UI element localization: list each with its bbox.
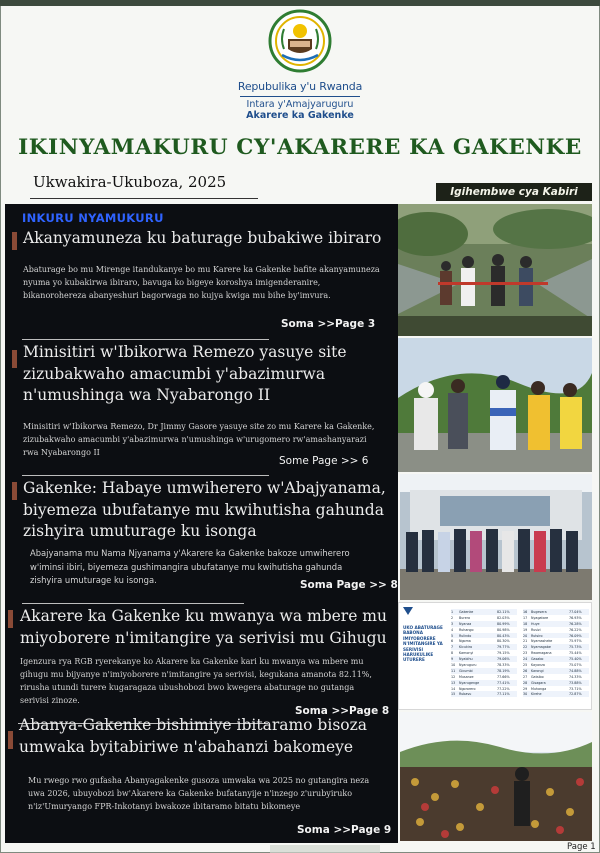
district-cell: Nyamagabe <box>531 645 551 650</box>
country-name: Repubulika y'u Rwanda <box>237 80 363 93</box>
council-retreat-group-photo <box>400 474 592 600</box>
read-more-link[interactable]: Soma >>Page 3 <box>281 318 376 330</box>
score-cell: 78.19% <box>497 668 510 673</box>
rank-cell: 18 <box>523 621 528 626</box>
rank-cell: 4 <box>451 627 454 632</box>
article-summary: Igenzura rya RGB ryerekanye ko Akarere ka Gakenke kari ku mwanya wa mbere mu gihugu mu bijyanye n'imiyoborere n'imitangire ya serivisi, kegukana amanota 82.11%, rirusha utundi turere kugaragaza ubushobozi bwo kwegera abaturage no gutanga serivisi zinoze. <box>20 657 372 705</box>
district-cell: Rubavu <box>459 692 472 697</box>
district-cell: Gicumbi <box>459 668 473 673</box>
rank-cell: 14 <box>451 686 456 691</box>
article-summary: Abaturage bo mu Mirenge itandukanye bo mu Karere ka Gakenke bafite akanyamuneza nyuma yo kubakirwa ibiraro, bavuga ko bigeye koroshya imigenderanire, bikanorohereza abanyeshuri bagorwaga no kujya kwiga mu bihe by'imvura. <box>23 265 380 300</box>
district-cell: Nyamasheke <box>531 639 553 644</box>
score-cell: 76.09% <box>569 633 582 638</box>
district-cell: Kamonyi <box>459 651 474 656</box>
article-headline[interactable]: Akanyamuneza ku baturage bubakiwe ibiraro <box>23 229 382 247</box>
headline-accent <box>8 610 13 628</box>
score-cell: 72.87% <box>569 692 582 697</box>
rank-cell: 16 <box>523 609 528 614</box>
district-cell: Kayonza <box>531 662 545 667</box>
newsletter-masthead: IKINYAMAKURU CY'AKARERE KA GAKENKE <box>18 135 582 160</box>
page-number: Page 1 <box>567 842 596 852</box>
footer-smudge <box>270 845 380 853</box>
district-cell: Gasabo <box>531 657 544 662</box>
score-cell: 79.77% <box>497 645 510 650</box>
article-summary: Minisitiri w'Ibikorwa Remezo, Dr Jimmy Gasore yasuye site zo mu Karere ka Gakenke, zizubakwaho amacumbi y'abazimurwa n'umushinga w'urugomero rw'amashanyarazi rwa Nyabarongo II <box>23 422 375 457</box>
district-cell: Nyarugenge <box>459 680 480 685</box>
district-cell: Ngoma <box>459 639 471 644</box>
rank-cell: 3 <box>451 621 454 626</box>
rank-cell: 19 <box>523 627 528 632</box>
district-cell: Huye <box>531 621 540 626</box>
headline-accent <box>12 482 17 500</box>
district-cell: Burera <box>459 615 471 620</box>
edition-banner: Igihembwe cya Kabiri <box>436 183 592 201</box>
rank-cell: 20 <box>523 633 528 638</box>
header-divider <box>240 96 360 97</box>
score-cell: 73.71% <box>569 686 582 691</box>
score-cell: 80.30% <box>497 639 510 644</box>
rank-cell: 11 <box>451 668 456 673</box>
top-bar <box>0 0 600 6</box>
rank-cell: 7 <box>451 645 454 650</box>
score-cell: 75.07% <box>569 662 582 667</box>
score-cell: 82.11% <box>497 609 510 614</box>
score-cell: 76.28% <box>569 621 582 626</box>
district-cell: Nyanza <box>459 621 472 626</box>
score-cell: 75.44% <box>569 651 582 656</box>
district-cell: Muhanga <box>531 686 547 691</box>
headline-accent <box>12 350 17 368</box>
rank-cell: 25 <box>523 662 528 667</box>
score-cell: 74.88% <box>569 668 582 673</box>
district-cell: Kirehe <box>531 692 542 697</box>
district-cell: Rulindo <box>459 633 472 638</box>
rank-cell: 29 <box>523 686 528 691</box>
province-name: Intara y'Amajyaruguru <box>246 99 354 110</box>
score-cell: 73.88% <box>569 680 582 685</box>
rank-cell: 5 <box>451 633 454 638</box>
district-cell: Bugesera <box>531 609 547 614</box>
article-separator <box>22 603 244 604</box>
read-more-link[interactable]: Soma >>Page 9 <box>297 824 392 836</box>
marker-icon <box>403 607 413 615</box>
rank-cell: 9 <box>451 657 454 662</box>
score-cell: 77.22% <box>497 686 510 691</box>
score-cell: 75.40% <box>569 657 582 662</box>
district-cell: Nyagatare <box>531 615 549 620</box>
district-cell: Gakenke <box>459 609 474 614</box>
score-cell: 80.98% <box>497 627 510 632</box>
score-cell: 76.93% <box>569 615 582 620</box>
thumbnail-title: UKO ABATURAGE BABONA IMIYOBORERE N'IMITANGIRE YA SERIVISI HARUKULIKE UTURERE <box>403 625 443 663</box>
read-more-link[interactable]: Soma Page >> 8 <box>300 579 398 591</box>
article-separator <box>22 475 269 476</box>
article-summary: Abajyanama mu Nama Njyanama y'Akarere ka Gakenke bakoze umwiherero w'iminsi ibiri, biyemeza gushimangira ubufatanye mu kwihutisha gahunda zishyira umuturage ku isonga. <box>30 548 350 585</box>
score-cell: 80.99% <box>497 621 510 626</box>
score-cell: 76.22% <box>569 627 582 632</box>
score-cell: 80.43% <box>497 633 510 638</box>
read-more-link[interactable]: Some Page >> 6 <box>279 455 369 467</box>
district-cell: Gisagara <box>531 680 546 685</box>
read-more-link[interactable]: Soma >>Page 8 <box>295 705 390 717</box>
rank-cell: 8 <box>451 651 454 656</box>
article-summary: Mu rwego rwo gufasha Abanyagakenke gusoza umwaka wa 2025 no gutangira neza uwa 2026, ubuyobozi bw'Akarere ka Gakenke bufatanyije n'inzego z'urubyiruko n'iz'Umuryango FPR-Inkotanyi bwakoze ibitaramo bitatu bikomeye <box>28 776 370 811</box>
score-cell: 77.11% <box>497 692 510 697</box>
rank-cell: 30 <box>523 692 528 697</box>
article-headline[interactable]: Gakenke: Habaye umwiherero w'Abajyanama, biyemeza ubufatanye mu kwihutisha gahunda zishyira umuturage ku isonga <box>23 479 386 540</box>
rank-cell: 13 <box>451 680 456 685</box>
date-underline <box>30 198 258 199</box>
district-cell: Ruhango <box>459 627 474 632</box>
article-headline[interactable]: Abanya-Gakenke bishimiye ibitaramo bisoza umwaka byitabiriwe n'abahanzi bakomeye <box>19 716 368 756</box>
issue-date: Ukwakira-Ukuboza, 2025 <box>33 173 227 191</box>
ranking-table-right <box>523 609 589 697</box>
score-cell: 75.97% <box>569 639 582 644</box>
minister-site-visit-photo <box>398 338 592 472</box>
district-cell: Karongi <box>531 668 544 673</box>
year-end-concert-photo <box>400 712 592 841</box>
score-cell: 77.66% <box>497 674 510 679</box>
rank-cell: 12 <box>451 674 456 679</box>
district-cell: Rusizi <box>531 627 541 632</box>
score-cell: 79.06% <box>497 657 510 662</box>
score-cell: 75.73% <box>569 645 582 650</box>
rank-cell: 27 <box>523 674 528 679</box>
rank-cell: 22 <box>523 645 528 650</box>
ranking-row <box>451 691 517 697</box>
rank-cell: 21 <box>523 639 528 644</box>
rank-cell: 1 <box>451 609 454 614</box>
article-headline[interactable]: Akarere ka Gakenke ku mwanya wa mbere mu miyoborere n'imitangire ya serivisi mu Gihugu <box>20 607 387 647</box>
rank-cell: 24 <box>523 657 528 662</box>
district-ranking-table-thumbnail <box>398 602 592 710</box>
ranking-row <box>523 691 589 697</box>
district-cell: Kicukiro <box>459 645 473 650</box>
score-cell: 79.15% <box>497 651 510 656</box>
rank-cell: 26 <box>523 668 528 673</box>
district-cell: Nyaruguru <box>459 662 477 667</box>
bridge-inauguration-photo <box>398 204 592 336</box>
score-cell: 82.03% <box>497 615 510 620</box>
rank-cell: 15 <box>451 692 456 697</box>
rank-cell: 28 <box>523 680 528 685</box>
rank-cell: 10 <box>451 662 456 667</box>
score-cell: 77.04% <box>569 609 582 614</box>
rank-cell: 17 <box>523 615 528 620</box>
district-cell: Ngororero <box>459 686 476 691</box>
score-cell: 78.33% <box>497 662 510 667</box>
rwanda-seal-icon <box>268 9 332 73</box>
rank-cell: 6 <box>451 639 454 644</box>
district-cell: Rwamagana <box>531 651 552 656</box>
headline-accent <box>12 232 17 250</box>
headline-accent <box>8 731 13 749</box>
score-cell: 74.33% <box>569 674 582 679</box>
article-headline[interactable]: Minisitiri w'Ibikorwa Remezo yasuye site zizubakwaho amacumbi y'abazimurwa n'umushinga wa Nyabarongo II <box>23 343 347 404</box>
district-name: Akarere ka Gakenke <box>246 110 354 121</box>
score-cell: 77.41% <box>497 680 510 685</box>
district-cell: Gatsibo <box>531 674 544 679</box>
section-label: INKURU NYAMUKURU <box>22 211 164 225</box>
district-cell: Rutsiro <box>531 633 543 638</box>
rank-cell: 2 <box>451 615 454 620</box>
article-separator <box>22 339 269 340</box>
district-cell: Musanze <box>459 674 474 679</box>
rank-cell: 23 <box>523 651 528 656</box>
district-cell: Nyabihu <box>459 657 473 662</box>
ranking-table-left <box>451 609 517 697</box>
